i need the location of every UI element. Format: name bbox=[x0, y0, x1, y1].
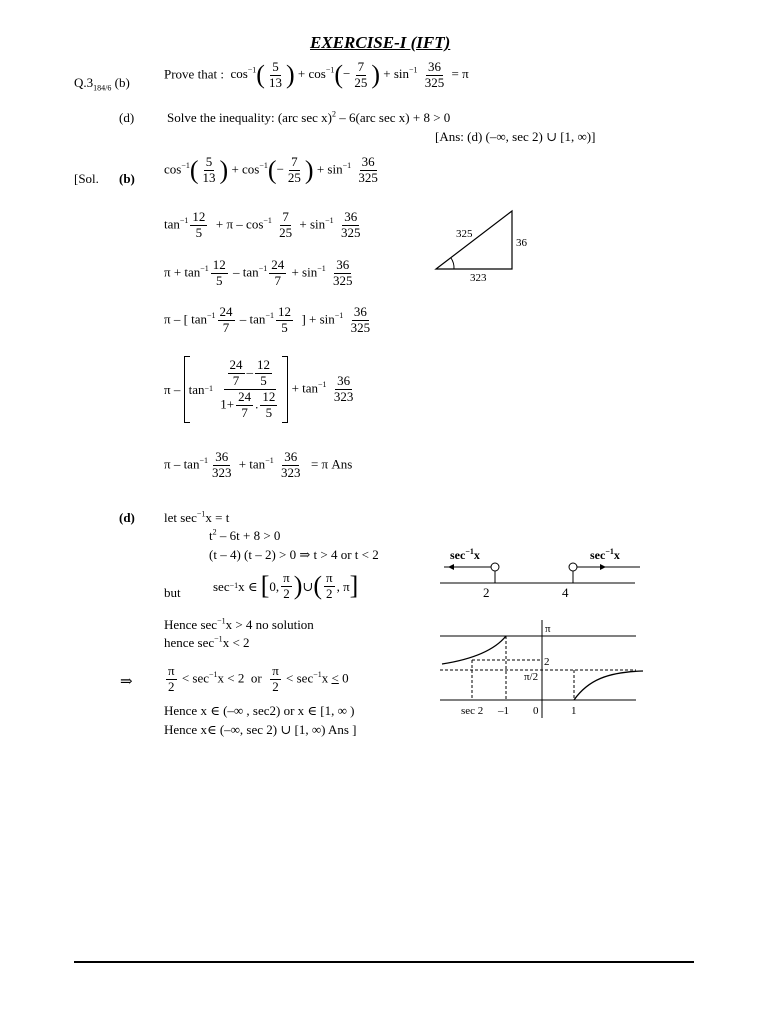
part-d-text: Solve the inequality: (arc sec x) bbox=[167, 110, 332, 125]
d-line6-text: hence sec bbox=[164, 635, 215, 650]
sol-step-5: π – tan −1 $\frac{24}{7}$ – $\frac{12}{5}$ 1+ $\frac{24}{7}$ . $\frac{12}{5}$ + $\tan^{-1}$ $\frac{36}{323}$ bbox=[164, 356, 357, 423]
arrow-right-head bbox=[600, 564, 606, 570]
label-one: 1 bbox=[571, 705, 577, 717]
number-line-label-right: $\sec^{-1}x$ bbox=[590, 547, 620, 562]
math-expression: $\cos^{-1}$( $\frac{5}{13}$ ) + $\cos^{-1}(-$ $\frac{7}{25}$ ) + $\sin^{-1}$ $\frac{36}{325}$ = π bbox=[230, 59, 469, 90]
sol-step-2: $\tan^{-1}$ $\frac{12}{5}$ + π – $\cos^{-1}$ $\frac{7}{25}$ + $\sin^{-1}$ $\frac{36}{325}$ bbox=[164, 209, 361, 240]
curve-right bbox=[574, 671, 643, 700]
sol-step-4: π – [ $\tan^{-1}$ $\frac{24}{7}$ – $\tan^{-1}$ $\frac{12}{5}$ ] + $\sin^{-1}$ $\frac{36}{325}$ bbox=[164, 304, 371, 335]
d-line1-rest: x = t bbox=[205, 510, 230, 525]
point-4-label: 4 bbox=[562, 585, 569, 600]
prove-statement bbox=[164, 60, 469, 91]
answer-line: [Ans: (d) (–∞, sec 2) ∪ [1, ∞)] bbox=[435, 129, 596, 144]
angle-arc bbox=[451, 258, 454, 269]
sol-d-label: (d) bbox=[119, 510, 135, 525]
sol-label: [Sol. bbox=[74, 171, 99, 186]
sol-d-line6: hence $\sec^{-1}x < 2$ bbox=[164, 634, 250, 650]
triangle-shape bbox=[436, 211, 512, 269]
number-line-label-left: $\sec^{-1}x$ bbox=[450, 547, 480, 562]
sol-d-line9: Hence x∈ (–∞, sec 2) ∪ [1, ∞) Ans ] bbox=[164, 722, 357, 737]
sol-d-line1: let $\sec^{-1}x = t$ bbox=[164, 509, 230, 525]
arrow-left-head bbox=[448, 564, 454, 570]
sol-step-1: $\cos^{-1}$( $\frac{5}{13}$ ) + $\cos^{-1}(-$ $\frac{7}{25}$ ) + $\sin^{-1}$ $\frac{36}{325}$ bbox=[164, 154, 378, 185]
sol-d-line8: Hence x ∈ (–∞ , sec2) or x ∈ [1, ∞ ) bbox=[164, 703, 355, 718]
triangle-figure bbox=[430, 205, 540, 285]
label-two: 2 bbox=[544, 656, 550, 668]
sol-d-line2: $t^2 - 6t + 8 > 0$ bbox=[209, 527, 281, 543]
d-line1-text: let sec bbox=[164, 510, 197, 525]
sol-step-3: $\pi + \tan^{-1}$ $\frac{12}{5}$ – $\tan^{-1}$ $\frac{24}{7}$ + $\sin^{-1}$ $\frac{36}{325}$ bbox=[164, 257, 353, 288]
d-line5-text: Hence sec bbox=[164, 617, 218, 632]
sol-b-label: (b) bbox=[119, 171, 135, 186]
triangle-base-label: 323 bbox=[470, 272, 487, 284]
triangle-side-label: 36 bbox=[516, 237, 527, 249]
open-circle-4 bbox=[569, 563, 577, 571]
d-line4-text: sec bbox=[213, 578, 230, 594]
sol-d-line5: Hence $\sec^{-1}x > 4$ no solution bbox=[164, 616, 314, 632]
number-line-figure bbox=[440, 545, 650, 605]
sol-d-line3: (t – 4) (t – 2) > 0 ⇒ t > 4 or t < 2 bbox=[209, 547, 379, 562]
point-2-label: 2 bbox=[483, 585, 490, 600]
label-pi: π bbox=[545, 623, 551, 635]
label-pi-half: π/2 bbox=[524, 671, 539, 683]
sol-d-line7: $\frac{\pi}{2}$ < $\sec^{-1}x < 2$ or $\frac{\pi}{2}$ < $\sec^{-1}x < 0$ bbox=[168, 663, 349, 694]
page-title: EXERCISE-I (IFT) bbox=[310, 33, 451, 52]
part-d-label: (d) bbox=[119, 110, 135, 125]
implies-arrow: ⇒ bbox=[120, 674, 133, 690]
sol-step-6: π – $\tan^{-1}$ $\frac{36}{323}$ + $\tan^{-1}$ $\frac{36}{323}$ = π Ans bbox=[164, 449, 353, 480]
label-zero: 0 bbox=[533, 705, 539, 717]
part-d-question: Solve the inequality: (arc sec x)$^2$ – 6(arc sec x) + 8 > 0 bbox=[167, 109, 451, 125]
d-line5-rest: x > 4 no solution bbox=[225, 617, 314, 632]
d-line2-text: t bbox=[209, 528, 213, 543]
open-circle-2 bbox=[491, 563, 499, 571]
part-d-text-rest: – 6(arc sec x) + 8 > 0 bbox=[335, 110, 451, 125]
label-minus-one: –1 bbox=[498, 705, 509, 717]
d-line4-rest: x ∈ bbox=[238, 578, 258, 594]
question-number-main: Q.3 bbox=[74, 75, 94, 90]
arcsec-graph bbox=[438, 620, 648, 720]
triangle-hyp-label: 325 bbox=[456, 228, 473, 240]
label-sec2: sec 2 bbox=[461, 705, 484, 717]
prove-that-label: Prove that : bbox=[164, 66, 224, 82]
question-number-sub: 184/6 bbox=[93, 83, 112, 93]
but-label: but bbox=[164, 585, 181, 600]
d-line2-rest: – 6t + 8 > 0 bbox=[216, 528, 281, 543]
footer-rule bbox=[74, 961, 694, 963]
part-b-label: (b) bbox=[114, 75, 130, 90]
d-line6-rest: x < 2 bbox=[222, 635, 250, 650]
question-number bbox=[74, 75, 130, 93]
step6-tail: = π Ans bbox=[310, 456, 353, 472]
sol-d-line4: sec −1 x ∈ [ 0, $\frac{\pi}{2}$ ) ∪ ( $\frac{\pi}{2}$ , π ] bbox=[213, 570, 359, 601]
